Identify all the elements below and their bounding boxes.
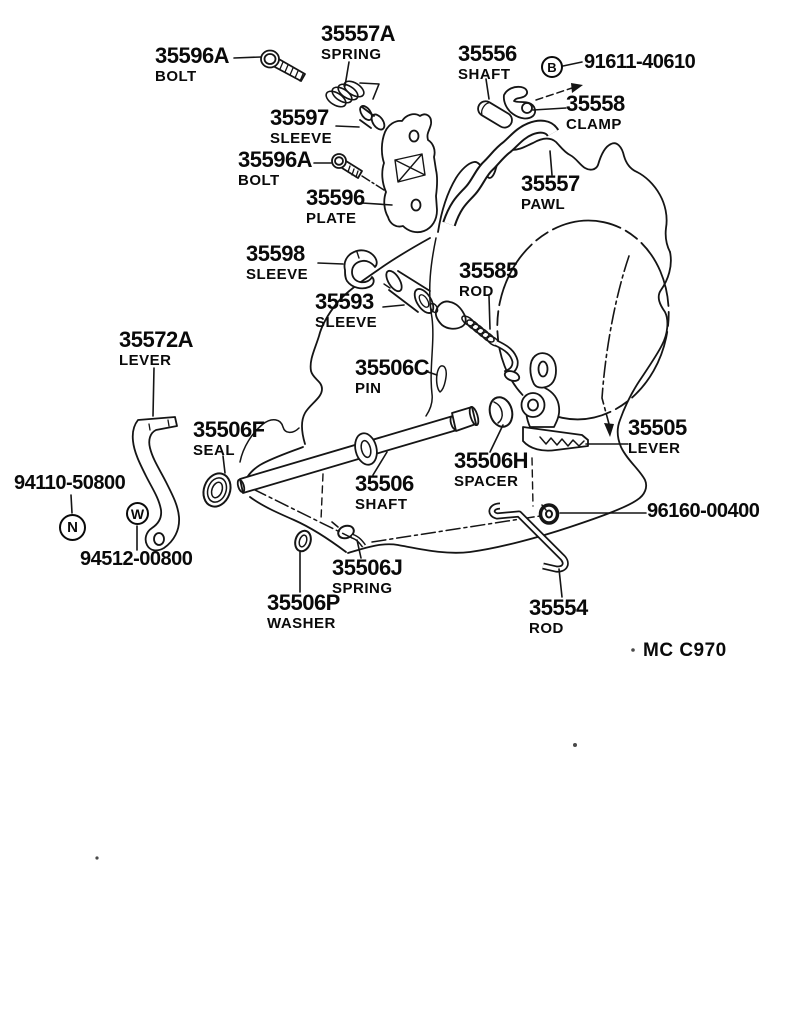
label-35558-clamp: [566, 93, 625, 132]
part-name: LEVER: [628, 440, 681, 457]
label-35505-lever: [628, 417, 687, 456]
part-name: SLEEVE: [315, 314, 378, 331]
part-number: 96160-00400: [647, 500, 760, 522]
part-number: 94110-50800: [14, 472, 126, 494]
part-name: SLEEVE: [246, 266, 309, 283]
seal-35506f-drawing: [199, 470, 235, 511]
part-number: 35596: [306, 185, 365, 210]
plate-35596-drawing: [382, 114, 437, 232]
lever-35572a-drawing: [130, 417, 179, 550]
label-35572a-lever: [119, 329, 193, 368]
part-number: 91611-40610: [584, 51, 696, 73]
part-number: 35506F: [193, 417, 265, 442]
label-35506p-washer: [267, 592, 340, 631]
marker-letter: B: [547, 59, 557, 75]
label-35585-rod: [459, 260, 518, 299]
part-name: SHAFT: [355, 496, 408, 513]
label-35506c-pin: [355, 357, 429, 396]
label-35506j-spring: [332, 557, 402, 596]
part-number: 35505: [628, 415, 687, 440]
part-name: SPACER: [454, 473, 519, 490]
label-35596a-bolt-2: [238, 149, 312, 188]
part-number: 35572A: [119, 327, 194, 352]
rod-35554-drawing: [492, 506, 565, 569]
label-35554-rod: [529, 597, 588, 636]
label-35597-sleeve: [270, 107, 332, 146]
pin-35506c-drawing: [437, 366, 447, 392]
part-number: 35506P: [267, 590, 340, 615]
label-35506f-seal: [193, 419, 265, 458]
part-name: SEAL: [193, 442, 236, 459]
part-number: 35506C: [355, 355, 430, 380]
part-number: 35557A: [321, 21, 396, 46]
part-name: BOLT: [155, 68, 197, 85]
circled-letter-w-marker: [126, 502, 149, 525]
spring-35506j-drawing: [332, 522, 364, 546]
sleeve-35598-drawing: [344, 250, 376, 288]
sleeve-35593-drawing: [383, 268, 437, 316]
part-number: 35554: [529, 595, 588, 620]
part-number: 35596A: [238, 147, 313, 172]
part-name: SPRING: [332, 580, 393, 597]
part-number: 35598: [246, 241, 305, 266]
part-number: 35596A: [155, 43, 230, 68]
part-number: 35556: [458, 41, 517, 66]
scan-specks: [95, 648, 634, 859]
nut-96160-drawing: [541, 505, 558, 523]
part-name: CLAMP: [566, 116, 622, 133]
part-name: WASHER: [267, 615, 336, 632]
label-94512-00800: [80, 549, 192, 569]
part-name: LEVER: [119, 352, 172, 369]
circled-letter-b-marker: [541, 56, 563, 78]
part-number: 35558: [566, 91, 625, 116]
marker-letter: W: [130, 505, 145, 522]
bolt-1-drawing: [261, 51, 305, 82]
part-name: SPRING: [321, 46, 382, 63]
label-35557-pawl: [521, 173, 580, 212]
spring-35557a-drawing: [323, 78, 379, 110]
part-name: ROD: [459, 283, 494, 300]
lever-35505-drawing: [522, 256, 630, 451]
part-name: BOLT: [238, 172, 280, 189]
figure-code: MC C970: [643, 640, 727, 661]
part-number: 35506: [355, 471, 414, 496]
label-35596-plate: [306, 187, 365, 226]
part-name: SHAFT: [458, 66, 511, 83]
spacer-35506h-drawing: [486, 395, 515, 430]
label-91611-40610: [584, 52, 695, 72]
washer-35506p-drawing: [293, 529, 314, 554]
marker-letter: N: [67, 519, 78, 536]
part-number: 35557: [521, 171, 580, 196]
bolt-2-drawing: [332, 154, 362, 178]
sleeve-35597-drawing: [358, 104, 387, 132]
part-number: 35585: [459, 258, 518, 283]
part-name: PIN: [355, 380, 382, 397]
label-35506-shaft: [355, 473, 414, 512]
part-number: 35506H: [454, 448, 529, 473]
part-number: 35506J: [332, 555, 403, 580]
label-94110-50800: [14, 473, 125, 493]
part-name: PAWL: [521, 196, 566, 213]
bell-housing-opening: [479, 205, 687, 436]
label-35506h-spacer: [454, 450, 528, 489]
part-number: 35593: [315, 289, 374, 314]
label-35593-sleeve: [315, 291, 377, 330]
part-name: ROD: [529, 620, 564, 637]
label-35556-shaft: [458, 43, 517, 82]
part-number: 94512-00800: [80, 548, 193, 570]
label-35596a-bolt-1: [155, 45, 229, 84]
part-name: PLATE: [306, 210, 357, 227]
label-35557a-spring: [321, 23, 395, 62]
part-number: 35597: [270, 105, 329, 130]
label-96160-00400: [647, 501, 759, 521]
label-35598-sleeve: [246, 243, 308, 282]
part-name: SLEEVE: [270, 130, 333, 147]
circled-letter-n-marker: [59, 514, 86, 541]
